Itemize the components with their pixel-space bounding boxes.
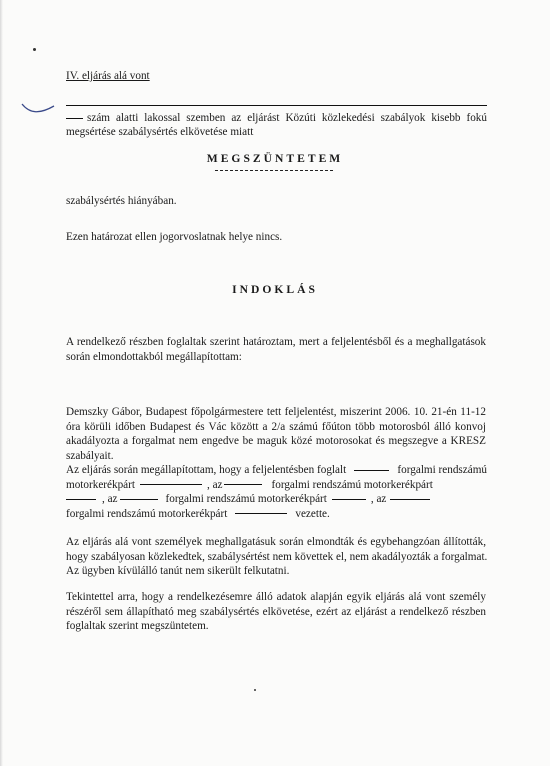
- paragraph-text: forgalmi rendszámú motorkerékpárt: [271, 478, 433, 491]
- paragraph-text: forgalmi rendszámú motorkerékpárt: [66, 507, 228, 520]
- paragraph-line: akadályozta a forgalmat nem engedve be maguk közé motorosokat és megszegve a KRESZ: [66, 435, 486, 447]
- paragraph-line: hogy szabályosan közlekedtek, szabálysértést nem követtek el, nem akadályozták a forgalmat.: [66, 550, 488, 563]
- address-blank: [66, 118, 83, 119]
- paragraph-text: , az: [102, 493, 118, 505]
- decision-heading: MEGSZÜNTETEM: [206, 152, 344, 165]
- plate-blank-3: [224, 484, 262, 485]
- paragraph-text: motorkerékpárt: [66, 478, 135, 491]
- intro-line-2: megsértése szabálysértés elkövetése miatt: [66, 126, 254, 138]
- paragraph-text: vezette.: [295, 507, 330, 520]
- check-mark-icon: [20, 100, 58, 118]
- plate-blank-2: [140, 484, 202, 485]
- paragraph-4: [66, 535, 486, 579]
- paragraph-line: Az eljárás alá vont személyek meghallgatásuk során elmondták és egybehangzóan állították,: [66, 536, 486, 548]
- plate-blank-8: [235, 513, 287, 514]
- justification-heading: INDOKLÁS: [232, 283, 318, 296]
- no-appeal-statement: Ezen határozat ellen jogorvoslatnak helye nincs.: [66, 231, 283, 243]
- paragraph-text: , az: [206, 478, 223, 491]
- paragraph-line: Az ügyben kívülálló tanút nem sikerült felkutatni.: [66, 565, 290, 577]
- paragraph-text: forgalmi rendszámú motorkerékpárt: [165, 493, 327, 505]
- paragraph-line: Demszky Gábor, Budapest főpolgármestere tett feljelentést, miszerint 2006. 10. 21-én 11-12: [66, 406, 486, 418]
- paragraph-line: során elmondottakból megállapítottam:: [66, 350, 242, 363]
- scan-edge-shadow: [0, 0, 3, 766]
- paragraph-2: [66, 405, 486, 463]
- paragraph-line: szabályait.: [66, 449, 114, 462]
- paragraph-line: foglaltak szerint megszüntetem.: [66, 620, 209, 632]
- plate-blank-1: [354, 470, 389, 471]
- paragraph-text: , az: [370, 493, 387, 505]
- paragraph-line: Tekintettel arra, hogy a rendelkezésemre álló adatok alapján egyik eljárás alá vont személy: [66, 591, 486, 603]
- name-blank-line: [66, 105, 487, 106]
- paragraph-1: [66, 335, 486, 364]
- paragraph-3: [66, 463, 487, 521]
- decision-reason: szabálysértés hiányában.: [66, 195, 177, 207]
- paragraph-5: [66, 590, 486, 634]
- paragraph-text: Az eljárás során megállapítottam, hogy a feljelentésben foglalt: [66, 464, 347, 476]
- intro-line-1-text: szám alatti lakossal szemben az eljárást Közúti közlekedési szabályok kisebb fokú: [87, 112, 487, 124]
- paragraph-line: részéről sem állapítható meg szabálysértés elkövetése, ezért az eljárást a rendelkező részben: [66, 605, 486, 618]
- paragraph-line: óra körüli időben Budapest és Vác között a 2/a számú főúton több motorosból álló konvoj: [66, 420, 486, 433]
- respondent-label: IV. eljárás alá vont: [66, 70, 150, 82]
- plate-blank-6: [332, 499, 366, 500]
- punch-mark: [33, 48, 36, 51]
- intro-line-1: [66, 111, 487, 125]
- plate-blank-4: [66, 499, 96, 500]
- paragraph-line: A rendelkező részben foglaltak szerint határoztam, mert a feljelentésből és a meghallgatások: [66, 336, 486, 348]
- plate-blank-5: [120, 499, 158, 500]
- decision-heading-underline: [215, 170, 333, 171]
- plate-blank-7: [390, 499, 430, 500]
- page-speck: [254, 689, 256, 691]
- paragraph-text: forgalmi rendszámú: [397, 464, 487, 476]
